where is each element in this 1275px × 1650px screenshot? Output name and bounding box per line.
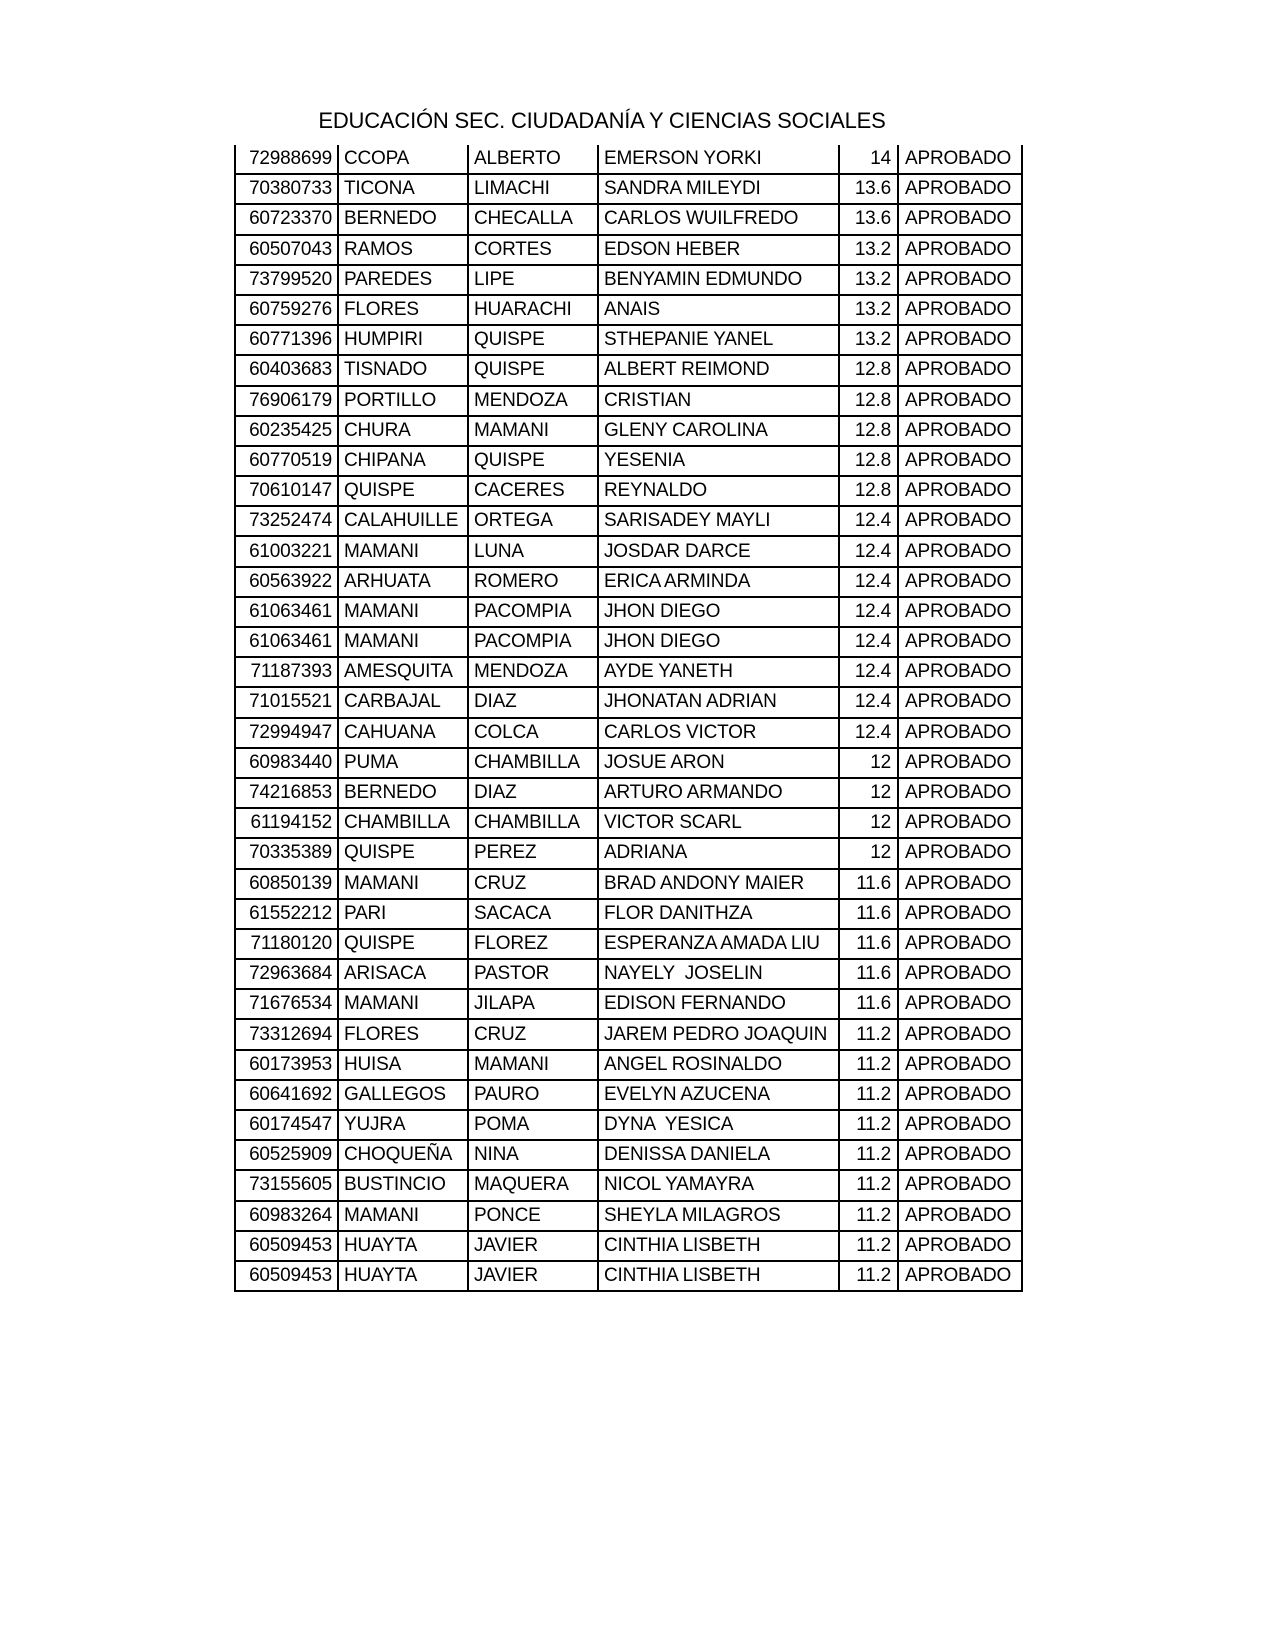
cell-paternal-surname: CHIPANA bbox=[338, 446, 468, 476]
cell-grade: 12.4 bbox=[839, 536, 898, 566]
cell-grade: 12.8 bbox=[839, 446, 898, 476]
table-row bbox=[235, 687, 1022, 717]
cell-grade: 12.4 bbox=[839, 506, 898, 536]
cell-paternal-surname: YUJRA bbox=[338, 1110, 468, 1140]
cell-paternal-surname: MAMANI bbox=[338, 1201, 468, 1231]
cell-grade: 11.2 bbox=[839, 1140, 898, 1170]
cell-grade: 12.8 bbox=[839, 386, 898, 416]
cell-given-names: NAYELY JOSELIN bbox=[598, 959, 839, 989]
cell-maternal-surname: MAQUERA bbox=[468, 1170, 598, 1200]
cell-id-number: 60563922 bbox=[235, 567, 338, 597]
cell-maternal-surname: LIMACHI bbox=[468, 174, 598, 204]
cell-maternal-surname: PONCE bbox=[468, 1201, 598, 1231]
cell-paternal-surname: HUAYTA bbox=[338, 1261, 468, 1291]
cell-status: APROBADO bbox=[898, 506, 1022, 536]
cell-maternal-surname: SACACA bbox=[468, 899, 598, 929]
cell-grade: 13.6 bbox=[839, 204, 898, 234]
cell-paternal-surname: CALAHUILLE bbox=[338, 506, 468, 536]
cell-grade: 12.4 bbox=[839, 718, 898, 748]
cell-given-names: CRISTIAN bbox=[598, 386, 839, 416]
cell-id-number: 60509453 bbox=[235, 1261, 338, 1291]
cell-status: APROBADO bbox=[898, 446, 1022, 476]
cell-given-names: SANDRA MILEYDI bbox=[598, 174, 839, 204]
cell-paternal-surname: CHAMBILLA bbox=[338, 808, 468, 838]
cell-id-number: 60850139 bbox=[235, 869, 338, 899]
cell-given-names: ALBERT REIMOND bbox=[598, 355, 839, 385]
cell-given-names: EDISON FERNANDO bbox=[598, 989, 839, 1019]
table-row bbox=[235, 567, 1022, 597]
cell-grade: 12.4 bbox=[839, 597, 898, 627]
cell-paternal-surname: PARI bbox=[338, 899, 468, 929]
cell-grade: 11.2 bbox=[839, 1050, 898, 1080]
table-row bbox=[235, 386, 1022, 416]
cell-paternal-surname: HUMPIRI bbox=[338, 325, 468, 355]
cell-status: APROBADO bbox=[898, 1201, 1022, 1231]
cell-given-names: STHEPANIE YANEL bbox=[598, 325, 839, 355]
cell-status: APROBADO bbox=[898, 145, 1022, 174]
cell-id-number: 73799520 bbox=[235, 265, 338, 295]
cell-id-number: 60983264 bbox=[235, 1201, 338, 1231]
cell-grade: 13.2 bbox=[839, 265, 898, 295]
cell-maternal-surname: DIAZ bbox=[468, 687, 598, 717]
cell-maternal-surname: CHAMBILLA bbox=[468, 748, 598, 778]
cell-given-names: EDSON HEBER bbox=[598, 235, 839, 265]
table-row bbox=[235, 145, 1022, 174]
cell-id-number: 71187393 bbox=[235, 657, 338, 687]
cell-status: APROBADO bbox=[898, 386, 1022, 416]
cell-maternal-surname: QUISPE bbox=[468, 355, 598, 385]
table-row bbox=[235, 1170, 1022, 1200]
cell-given-names: SHEYLA MILAGROS bbox=[598, 1201, 839, 1231]
table-row bbox=[235, 808, 1022, 838]
cell-maternal-surname: NINA bbox=[468, 1140, 598, 1170]
cell-status: APROBADO bbox=[898, 1231, 1022, 1261]
cell-status: APROBADO bbox=[898, 778, 1022, 808]
cell-given-names: EVELYN AZUCENA bbox=[598, 1080, 839, 1110]
cell-status: APROBADO bbox=[898, 627, 1022, 657]
cell-paternal-surname: BERNEDO bbox=[338, 204, 468, 234]
cell-status: APROBADO bbox=[898, 476, 1022, 506]
cell-status: APROBADO bbox=[898, 748, 1022, 778]
table-row bbox=[235, 718, 1022, 748]
cell-status: APROBADO bbox=[898, 295, 1022, 325]
cell-id-number: 72994947 bbox=[235, 718, 338, 748]
cell-maternal-surname: PAURO bbox=[468, 1080, 598, 1110]
cell-status: APROBADO bbox=[898, 718, 1022, 748]
cell-status: APROBADO bbox=[898, 597, 1022, 627]
cell-grade: 12 bbox=[839, 808, 898, 838]
cell-maternal-surname: COLCA bbox=[468, 718, 598, 748]
cell-maternal-surname: JAVIER bbox=[468, 1261, 598, 1291]
cell-given-names: JHON DIEGO bbox=[598, 597, 839, 627]
cell-given-names: CINTHIA LISBETH bbox=[598, 1231, 839, 1261]
cell-maternal-surname: CRUZ bbox=[468, 869, 598, 899]
cell-given-names: JAREM PEDRO JOAQUIN bbox=[598, 1019, 839, 1049]
table-row bbox=[235, 1019, 1022, 1049]
cell-status: APROBADO bbox=[898, 989, 1022, 1019]
table-row bbox=[235, 1140, 1022, 1170]
cell-grade: 11.2 bbox=[839, 1231, 898, 1261]
cell-id-number: 72963684 bbox=[235, 959, 338, 989]
cell-id-number: 71676534 bbox=[235, 989, 338, 1019]
cell-grade: 12 bbox=[839, 748, 898, 778]
cell-paternal-surname: CAHUANA bbox=[338, 718, 468, 748]
cell-maternal-surname: DIAZ bbox=[468, 778, 598, 808]
cell-paternal-surname: QUISPE bbox=[338, 838, 468, 868]
cell-paternal-surname: CHURA bbox=[338, 416, 468, 446]
cell-paternal-surname: TISNADO bbox=[338, 355, 468, 385]
cell-id-number: 60771396 bbox=[235, 325, 338, 355]
table-row bbox=[235, 597, 1022, 627]
cell-grade: 13.2 bbox=[839, 235, 898, 265]
cell-paternal-surname: CARBAJAL bbox=[338, 687, 468, 717]
cell-grade: 12.4 bbox=[839, 657, 898, 687]
cell-maternal-surname: ROMERO bbox=[468, 567, 598, 597]
cell-grade: 11.2 bbox=[839, 1019, 898, 1049]
cell-maternal-surname: PASTOR bbox=[468, 959, 598, 989]
cell-id-number: 61003221 bbox=[235, 536, 338, 566]
cell-given-names: ANGEL ROSINALDO bbox=[598, 1050, 839, 1080]
cell-status: APROBADO bbox=[898, 1050, 1022, 1080]
cell-id-number: 70335389 bbox=[235, 838, 338, 868]
table-row bbox=[235, 204, 1022, 234]
cell-grade: 12.4 bbox=[839, 687, 898, 717]
cell-status: APROBADO bbox=[898, 265, 1022, 295]
cell-given-names: BRAD ANDONY MAIER bbox=[598, 869, 839, 899]
cell-maternal-surname: POMA bbox=[468, 1110, 598, 1140]
cell-id-number: 73155605 bbox=[235, 1170, 338, 1200]
cell-grade: 11.6 bbox=[839, 929, 898, 959]
cell-status: APROBADO bbox=[898, 929, 1022, 959]
cell-given-names: ESPERANZA AMADA LIU bbox=[598, 929, 839, 959]
table-row bbox=[235, 174, 1022, 204]
cell-id-number: 61063461 bbox=[235, 597, 338, 627]
cell-grade: 11.6 bbox=[839, 989, 898, 1019]
cell-paternal-surname: MAMANI bbox=[338, 536, 468, 566]
cell-given-names: EMERSON YORKI bbox=[598, 145, 839, 174]
cell-id-number: 73252474 bbox=[235, 506, 338, 536]
cell-maternal-surname: CORTES bbox=[468, 235, 598, 265]
cell-paternal-surname: CHOQUEÑA bbox=[338, 1140, 468, 1170]
cell-status: APROBADO bbox=[898, 1170, 1022, 1200]
cell-maternal-surname: QUISPE bbox=[468, 325, 598, 355]
cell-id-number: 61552212 bbox=[235, 899, 338, 929]
cell-id-number: 60235425 bbox=[235, 416, 338, 446]
table-row bbox=[235, 1110, 1022, 1140]
cell-maternal-surname: ORTEGA bbox=[468, 506, 598, 536]
cell-status: APROBADO bbox=[898, 235, 1022, 265]
table-row bbox=[235, 748, 1022, 778]
cell-paternal-surname: GALLEGOS bbox=[338, 1080, 468, 1110]
cell-paternal-surname: MAMANI bbox=[338, 869, 468, 899]
table-row bbox=[235, 506, 1022, 536]
cell-given-names: AYDE YANETH bbox=[598, 657, 839, 687]
table-row bbox=[235, 1201, 1022, 1231]
student-table-body bbox=[235, 145, 1022, 1291]
cell-maternal-surname: PEREZ bbox=[468, 838, 598, 868]
table-row bbox=[235, 869, 1022, 899]
cell-grade: 11.6 bbox=[839, 869, 898, 899]
cell-status: APROBADO bbox=[898, 808, 1022, 838]
cell-status: APROBADO bbox=[898, 687, 1022, 717]
cell-grade: 13.2 bbox=[839, 295, 898, 325]
cell-paternal-surname: BUSTINCIO bbox=[338, 1170, 468, 1200]
cell-given-names: ANAIS bbox=[598, 295, 839, 325]
cell-id-number: 60723370 bbox=[235, 204, 338, 234]
cell-maternal-surname: QUISPE bbox=[468, 446, 598, 476]
cell-grade: 11.2 bbox=[839, 1080, 898, 1110]
cell-maternal-surname: PACOMPIA bbox=[468, 597, 598, 627]
cell-given-names: BENYAMIN EDMUNDO bbox=[598, 265, 839, 295]
cell-maternal-surname: CACERES bbox=[468, 476, 598, 506]
cell-given-names: REYNALDO bbox=[598, 476, 839, 506]
table-row bbox=[235, 1080, 1022, 1110]
cell-id-number: 73312694 bbox=[235, 1019, 338, 1049]
page-title: EDUCACIÓN SEC. CIUDADANÍA Y CIENCIAS SOCIALES bbox=[318, 108, 886, 133]
table-row bbox=[235, 325, 1022, 355]
table-row bbox=[235, 416, 1022, 446]
cell-status: APROBADO bbox=[898, 416, 1022, 446]
cell-grade: 12.8 bbox=[839, 416, 898, 446]
cell-maternal-surname: MENDOZA bbox=[468, 657, 598, 687]
cell-maternal-surname: MENDOZA bbox=[468, 386, 598, 416]
cell-grade: 11.2 bbox=[839, 1110, 898, 1140]
cell-status: APROBADO bbox=[898, 1261, 1022, 1291]
cell-given-names: VICTOR SCARL bbox=[598, 808, 839, 838]
cell-paternal-surname: FLORES bbox=[338, 1019, 468, 1049]
cell-id-number: 71180120 bbox=[235, 929, 338, 959]
cell-given-names: DENISSA DANIELA bbox=[598, 1140, 839, 1170]
cell-id-number: 60403683 bbox=[235, 355, 338, 385]
cell-maternal-surname: LIPE bbox=[468, 265, 598, 295]
cell-status: APROBADO bbox=[898, 536, 1022, 566]
cell-grade: 11.2 bbox=[839, 1201, 898, 1231]
cell-paternal-surname: FLORES bbox=[338, 295, 468, 325]
table-row bbox=[235, 355, 1022, 385]
cell-grade: 11.6 bbox=[839, 899, 898, 929]
cell-grade: 11.2 bbox=[839, 1261, 898, 1291]
table-row bbox=[235, 989, 1022, 1019]
cell-given-names: ARTURO ARMANDO bbox=[598, 778, 839, 808]
cell-maternal-surname: CHECALLA bbox=[468, 204, 598, 234]
cell-given-names: DYNA YESICA bbox=[598, 1110, 839, 1140]
cell-id-number: 60173953 bbox=[235, 1050, 338, 1080]
cell-given-names: SARISADEY MAYLI bbox=[598, 506, 839, 536]
cell-given-names: ADRIANA bbox=[598, 838, 839, 868]
table-row bbox=[235, 899, 1022, 929]
cell-id-number: 60509453 bbox=[235, 1231, 338, 1261]
table-row bbox=[235, 1231, 1022, 1261]
cell-paternal-surname: MAMANI bbox=[338, 597, 468, 627]
cell-status: APROBADO bbox=[898, 899, 1022, 929]
cell-given-names: CARLOS WUILFREDO bbox=[598, 204, 839, 234]
cell-id-number: 71015521 bbox=[235, 687, 338, 717]
cell-id-number: 72988699 bbox=[235, 145, 338, 174]
cell-status: APROBADO bbox=[898, 204, 1022, 234]
cell-maternal-surname: FLOREZ bbox=[468, 929, 598, 959]
cell-id-number: 60525909 bbox=[235, 1140, 338, 1170]
table-row bbox=[235, 476, 1022, 506]
cell-maternal-surname: JILAPA bbox=[468, 989, 598, 1019]
cell-id-number: 61194152 bbox=[235, 808, 338, 838]
cell-status: APROBADO bbox=[898, 355, 1022, 385]
cell-grade: 11.6 bbox=[839, 959, 898, 989]
table-row bbox=[235, 657, 1022, 687]
cell-given-names: ERICA ARMINDA bbox=[598, 567, 839, 597]
cell-paternal-surname: CCOPA bbox=[338, 145, 468, 174]
cell-paternal-surname: PAREDES bbox=[338, 265, 468, 295]
cell-id-number: 70610147 bbox=[235, 476, 338, 506]
cell-status: APROBADO bbox=[898, 869, 1022, 899]
grades-table bbox=[234, 145, 1023, 1292]
cell-maternal-surname: MAMANI bbox=[468, 1050, 598, 1080]
cell-maternal-surname: HUARACHI bbox=[468, 295, 598, 325]
cell-paternal-surname: QUISPE bbox=[338, 476, 468, 506]
table-row bbox=[235, 929, 1022, 959]
cell-maternal-surname: PACOMPIA bbox=[468, 627, 598, 657]
cell-status: APROBADO bbox=[898, 567, 1022, 597]
cell-paternal-surname: PORTILLO bbox=[338, 386, 468, 416]
table-row bbox=[235, 627, 1022, 657]
cell-maternal-surname: MAMANI bbox=[468, 416, 598, 446]
cell-grade: 13.6 bbox=[839, 174, 898, 204]
table-row bbox=[235, 1261, 1022, 1291]
cell-id-number: 70380733 bbox=[235, 174, 338, 204]
cell-given-names: FLOR DANITHZA bbox=[598, 899, 839, 929]
cell-status: APROBADO bbox=[898, 325, 1022, 355]
cell-given-names: JHON DIEGO bbox=[598, 627, 839, 657]
cell-given-names: JHONATAN ADRIAN bbox=[598, 687, 839, 717]
cell-given-names: GLENY CAROLINA bbox=[598, 416, 839, 446]
cell-paternal-surname: RAMOS bbox=[338, 235, 468, 265]
cell-paternal-surname: TICONA bbox=[338, 174, 468, 204]
cell-paternal-surname: PUMA bbox=[338, 748, 468, 778]
table-row bbox=[235, 536, 1022, 566]
cell-maternal-surname: JAVIER bbox=[468, 1231, 598, 1261]
cell-paternal-surname: MAMANI bbox=[338, 989, 468, 1019]
table-row bbox=[235, 265, 1022, 295]
cell-maternal-surname: LUNA bbox=[468, 536, 598, 566]
cell-status: APROBADO bbox=[898, 174, 1022, 204]
cell-paternal-surname: ARHUATA bbox=[338, 567, 468, 597]
cell-maternal-surname: CRUZ bbox=[468, 1019, 598, 1049]
cell-given-names: JOSDAR DARCE bbox=[598, 536, 839, 566]
cell-status: APROBADO bbox=[898, 838, 1022, 868]
table-row bbox=[235, 295, 1022, 325]
cell-given-names: YESENIA bbox=[598, 446, 839, 476]
table-row bbox=[235, 235, 1022, 265]
cell-id-number: 60174547 bbox=[235, 1110, 338, 1140]
cell-id-number: 61063461 bbox=[235, 627, 338, 657]
cell-grade: 12 bbox=[839, 838, 898, 868]
cell-status: APROBADO bbox=[898, 1110, 1022, 1140]
cell-given-names: JOSUE ARON bbox=[598, 748, 839, 778]
table-row bbox=[235, 1050, 1022, 1080]
table-row bbox=[235, 838, 1022, 868]
cell-status: APROBADO bbox=[898, 959, 1022, 989]
cell-id-number: 76906179 bbox=[235, 386, 338, 416]
cell-id-number: 60983440 bbox=[235, 748, 338, 778]
cell-status: APROBADO bbox=[898, 657, 1022, 687]
cell-grade: 12 bbox=[839, 778, 898, 808]
cell-paternal-surname: AMESQUITA bbox=[338, 657, 468, 687]
cell-given-names: NICOL YAMAYRA bbox=[598, 1170, 839, 1200]
cell-given-names: CINTHIA LISBETH bbox=[598, 1261, 839, 1291]
cell-status: APROBADO bbox=[898, 1080, 1022, 1110]
cell-paternal-surname: BERNEDO bbox=[338, 778, 468, 808]
cell-id-number: 60759276 bbox=[235, 295, 338, 325]
cell-paternal-surname: HUISA bbox=[338, 1050, 468, 1080]
cell-grade: 11.2 bbox=[839, 1170, 898, 1200]
cell-id-number: 60507043 bbox=[235, 235, 338, 265]
cell-grade: 13.2 bbox=[839, 325, 898, 355]
table-row bbox=[235, 959, 1022, 989]
cell-id-number: 60641692 bbox=[235, 1080, 338, 1110]
cell-id-number: 74216853 bbox=[235, 778, 338, 808]
cell-grade: 12.4 bbox=[839, 567, 898, 597]
cell-paternal-surname: QUISPE bbox=[338, 929, 468, 959]
cell-maternal-surname: CHAMBILLA bbox=[468, 808, 598, 838]
cell-maternal-surname: ALBERTO bbox=[468, 145, 598, 174]
cell-given-names: CARLOS VICTOR bbox=[598, 718, 839, 748]
cell-paternal-surname: HUAYTA bbox=[338, 1231, 468, 1261]
cell-grade: 12.8 bbox=[839, 355, 898, 385]
cell-paternal-surname: ARISACA bbox=[338, 959, 468, 989]
table-row bbox=[235, 446, 1022, 476]
cell-paternal-surname: MAMANI bbox=[338, 627, 468, 657]
table-row bbox=[235, 778, 1022, 808]
cell-grade: 12.4 bbox=[839, 627, 898, 657]
cell-grade: 12.8 bbox=[839, 476, 898, 506]
cell-id-number: 60770519 bbox=[235, 446, 338, 476]
cell-status: APROBADO bbox=[898, 1140, 1022, 1170]
cell-grade: 14 bbox=[839, 145, 898, 174]
cell-status: APROBADO bbox=[898, 1019, 1022, 1049]
